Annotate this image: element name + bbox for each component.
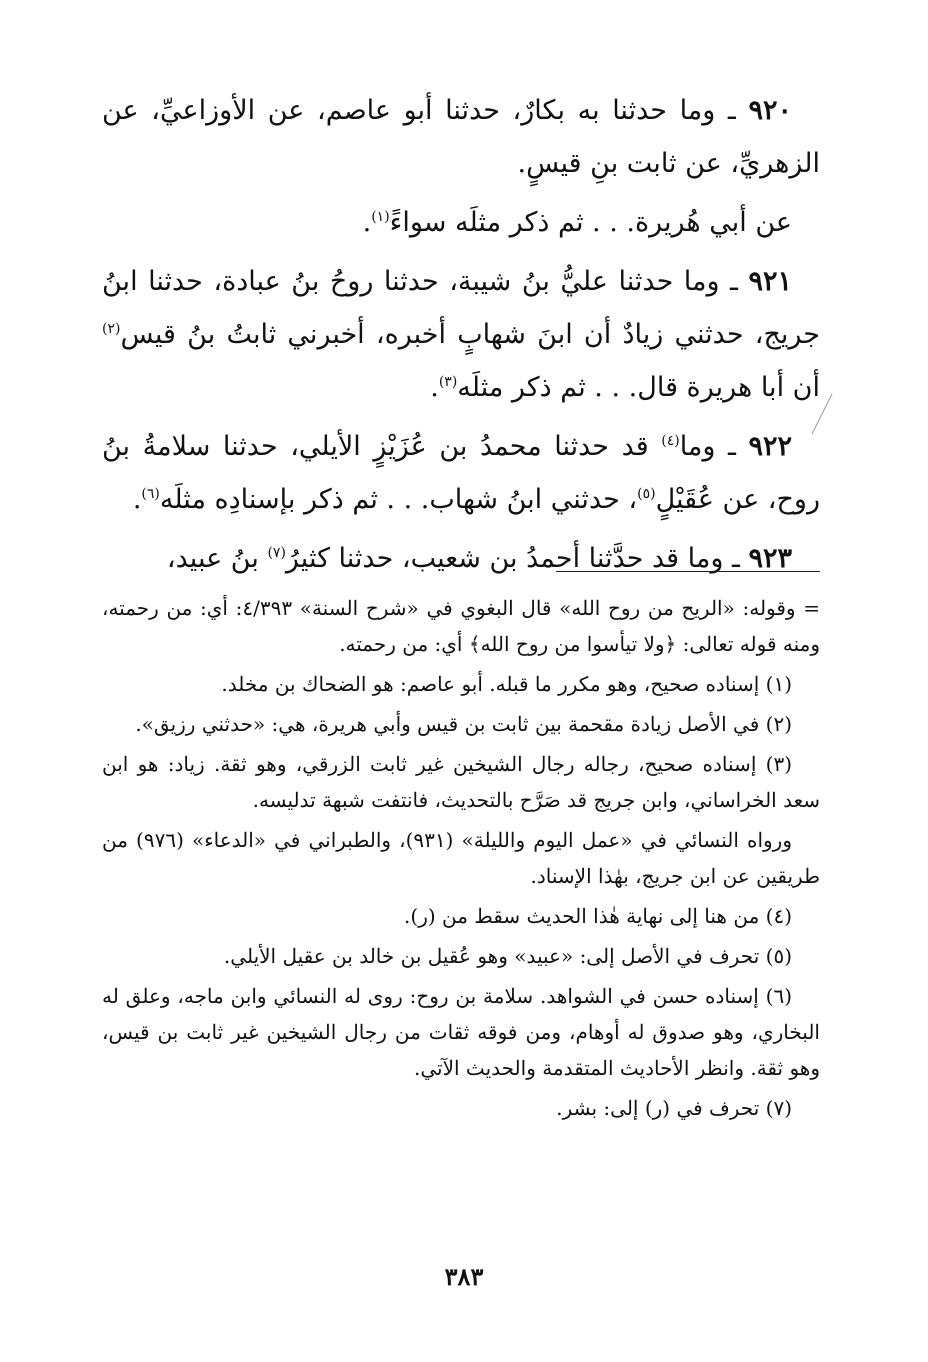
hadith-number: ٩٢٠	[748, 95, 792, 126]
hadith-number: ٩٢٢	[748, 431, 793, 462]
footnote-continuation: = وقوله: «الريح من روح الله» قال البغوي في «شرح السنة» ٤/٣٩٣: أي: من رحمته، ومنه قوله تعالى: ﴿ولا تيأسوا من روح الله﴾ أي: من رحمته.	[102, 596, 820, 656]
hadith-text: ـ وما حدثنا به بكارٌ، حدثنا أبو عاصم، عن الأوزاعيِّ، عن الزهريِّ، عن ثابت بنِ قيسٍ.	[102, 95, 820, 179]
hadith-text: ـ وما	[679, 431, 749, 462]
hadith-number: ٩٢٣	[748, 543, 792, 574]
footnote-1: (١) إسناده صحيح، وهو مكرر ما قبله. أبو عاصم: هو الضحاك بن مخلد.	[221, 672, 792, 696]
footnote-2: (٢) في الأصل زيادة مقحمة بين ثابت بن قيس وأبي هريرة، هي: «حدثني رزيق».	[135, 712, 792, 736]
footnote-ref: (٧)	[267, 545, 286, 561]
footnote-ref: (٤)	[661, 433, 680, 449]
footnote-ref: (٥)	[637, 486, 656, 502]
footnote-6: (٦) إسناده حسن في الشواهد. سلامة بن روح: روى له النسائي وابن ماجه، وعلق له البخاري، وهو صدوق له أوهام، ومن فوقه ثقات من رجال الشيخين غير ثابت بن قيس، وهو ثقة. وانظر الأحاديث المتقدمة والحديث الآتي.	[102, 984, 820, 1080]
footnote-5: (٥) تحرف في الأصل إلى: «عبيد» وهو عُقيل بن خالد بن عقيل الأيلي.	[223, 944, 792, 968]
hadith-920	[102, 84, 820, 190]
footnote-ref: (٣)	[438, 374, 458, 390]
hadith-text-end: .	[430, 372, 439, 403]
hadith-920-continuation	[102, 196, 820, 249]
page-number: ٣٨٣	[444, 1262, 484, 1291]
footnotes	[102, 590, 820, 1130]
hadith-922	[102, 420, 820, 526]
main-text	[102, 84, 820, 591]
footnote-7: (٧) تحرف في (ر) إلى: بشر.	[556, 1096, 792, 1120]
hadith-text: ـ وما قد حدَّثنا أحمدُ بن شعيب، حدثنا كثيرُ	[285, 543, 749, 574]
hadith-923	[102, 532, 820, 585]
hadith-text: قد حدثنا محمدُ بن عُزَيْزٍ الأيلي، حدثنا سلامةُ بنُ روح، عن عُقَيْلٍ	[102, 431, 820, 515]
hadith-text: عن أبي هُريرة. . . ثم ذكر مثلَه سواءً	[389, 207, 792, 238]
margin-pencil-mark	[808, 388, 838, 438]
footnote-4: (٤) من هنا إلى نهاية هٰذا الحديث سقط من (ر).	[404, 904, 792, 928]
hadith-text-end: .	[132, 484, 142, 515]
hadith-text: أن أبا هريرة قال. . . ثم ذكر مثلَه	[457, 372, 820, 403]
footnote-ref: (١)	[371, 209, 390, 225]
hadith-text: ـ وما حدثنا عليُّ بنُ شيبة، حدثنا روحُ بنُ عبادة، حدثنا ابنُ جريج، حدثني زيادٌ أن ابنَ شهابٍ أخبره، أخبرني ثابتُ بنُ قيس	[102, 266, 820, 350]
footnote-separator	[556, 571, 820, 572]
footnote-ref: (٢)	[102, 321, 121, 337]
hadith-text-end: .	[362, 207, 372, 238]
hadith-text: ، حدثني ابنُ شهاب. . . ثم ذكر بإسنادِه مثلَه	[159, 484, 638, 515]
hadith-921	[102, 255, 820, 414]
hadith-text: بنُ عبيد،	[166, 543, 268, 574]
footnote-ref: (٦)	[141, 486, 160, 502]
hadith-number: ٩٢١	[748, 266, 792, 297]
footnote-3-continued: ورواه النسائي في «عمل اليوم والليلة» (٩٣١)، والطبراني في «الدعاء» (٩٧٦) من طريقين عن ابن جريج، بهٰذا الإسناد.	[102, 828, 820, 888]
footnote-3: (٣) إسناده صحيح، رجاله رجال الشيخين غير ثابت الزرقي، وهو ثقة. زياد: هو ابن سعد الخراساني، وابن جريج قد صَرَّح بالتحديث، فانتفت شبهة تدليسه.	[102, 752, 820, 812]
